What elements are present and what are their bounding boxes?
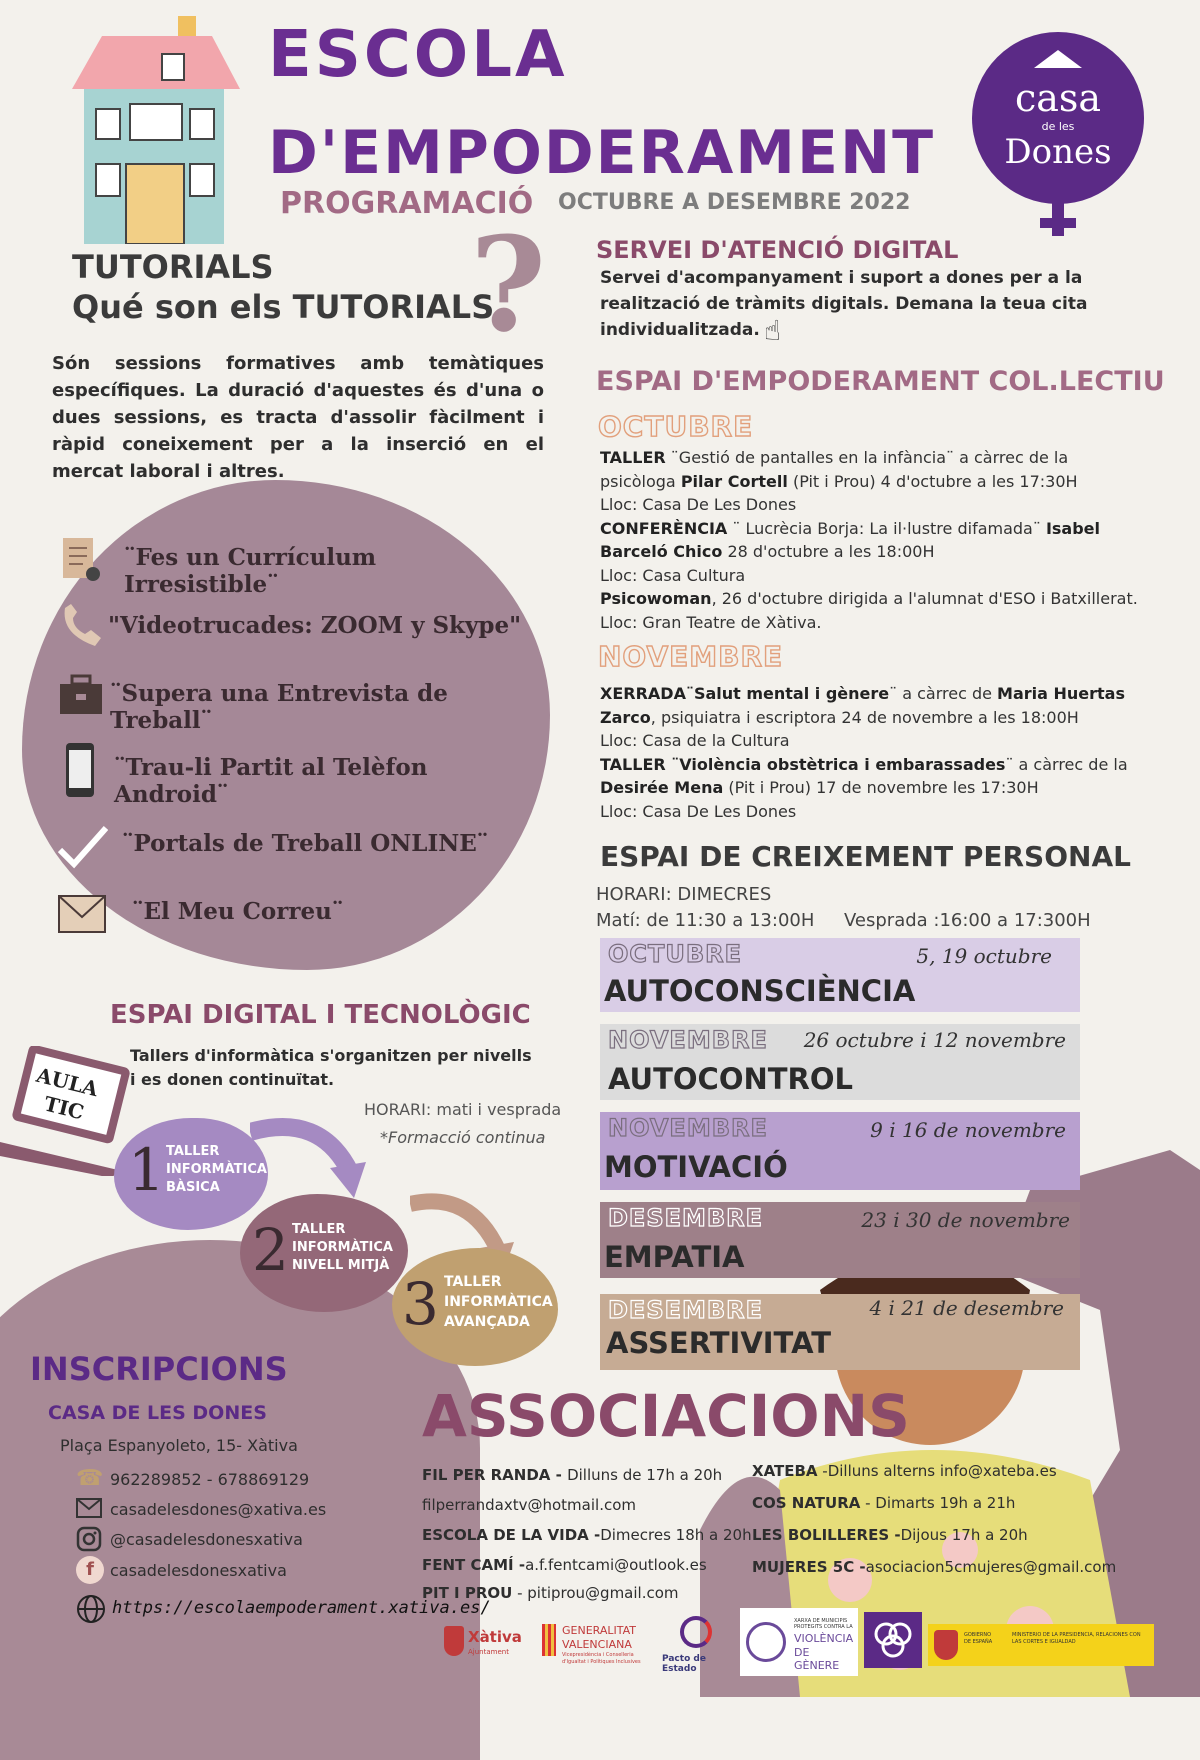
workshop-line-1: TALLER	[292, 1222, 346, 1237]
contact-facebook-text: casadelesdonesxativa	[110, 1561, 287, 1580]
event-type: Psicowoman	[600, 589, 712, 608]
gva-line-3: Vicepresidència i Conselleria d'Igualtat i Polítiques Inclusives	[562, 1652, 641, 1665]
assoc-name: PIT I PROU	[422, 1584, 513, 1602]
assoc-detail: - Dimarts 19h a 21h	[860, 1494, 1016, 1512]
event-type: TALLER	[600, 448, 666, 467]
row-month: OCTUBRE	[608, 940, 743, 968]
period-label: OCTUBRE A DESEMBRE 2022	[558, 190, 911, 215]
tutorials-subtitle: Qué son els TUTORIALS	[72, 288, 495, 326]
servei-line-3: individualitzada.	[600, 320, 760, 340]
creixement-row-assertivitat[interactable]	[600, 1294, 1080, 1370]
assoc-name: ESCOLA DE LA VIDA -	[422, 1526, 601, 1544]
event-speaker: Pilar Cortell	[680, 471, 788, 491]
workshop-number: 1	[128, 1136, 165, 1204]
programacio-label: PROGRAMACIÓ	[280, 186, 534, 221]
mail-icon	[76, 1498, 102, 1518]
november-label: NOVEMBRE	[598, 640, 784, 673]
pacto-text: Pacto de Estado	[662, 1654, 706, 1674]
document-icon	[58, 536, 104, 582]
assoc-detail: -Dilluns alterns info@xateba.es	[817, 1462, 1057, 1480]
digital-description-2: i es donen continuïtat.	[130, 1070, 335, 1089]
digital-schedule: HORARI: mati i vesprada	[364, 1100, 562, 1119]
creixement-row-empatia[interactable]	[600, 1202, 1080, 1278]
event-title: ¨Salut mental i gènere	[685, 684, 890, 703]
workshop-line-2: INFORMÀTICA	[444, 1294, 553, 1310]
workshop-line-1: TALLER	[444, 1274, 502, 1290]
gobierno-line-2: MINISTERIO DE LA PRESIDENCIA, RELACIONES CON LAS CORTES E IGUALDAD	[1012, 1632, 1141, 1645]
tutorials-description: Són sessions formatives amb temàtiques específiques. La duració d'aquestes és d'una o dues sessions, es tracta d'assolir fàcilment i ràpid coneixement per a la inserció en el mercat laboral i altres.	[52, 353, 544, 482]
row-month: NOVEMBRE	[608, 1026, 768, 1054]
workshop-number: 3	[402, 1270, 439, 1338]
contact-phone[interactable]	[76, 1466, 396, 1492]
creixement-row-motivacio[interactable]	[600, 1112, 1080, 1190]
assoc-name: COS NATURA	[752, 1494, 861, 1512]
gva-emblem-icon	[542, 1624, 556, 1656]
instagram-icon	[76, 1526, 102, 1552]
workshop-line-3: NIVELL MITJÀ	[292, 1258, 390, 1273]
row-date: 9 i 16 de novembre	[870, 1118, 1066, 1142]
event-location: Lloc: Casa de la Cultura	[600, 731, 790, 750]
smartphone-icon	[62, 740, 98, 800]
workshop-line-2: INFORMÀTICA	[166, 1162, 267, 1177]
casa-dones-logo	[968, 32, 1148, 242]
workshop-line-3: AVANÇADA	[444, 1314, 530, 1330]
associacions-right-list	[752, 1462, 1172, 1590]
row-label: AUTOCONSCIÈNCIA	[604, 974, 916, 1008]
tutorial-item-correu[interactable]	[58, 892, 538, 938]
event-speaker: Zarco	[600, 707, 651, 727]
contact-phone-text: 962289852 - 678869129	[110, 1470, 310, 1489]
pointer-hand-icon: ☝	[764, 314, 782, 347]
event-text: (Pit i Prou) 17 de novembre les 17:30H	[723, 778, 1039, 797]
question-mark-icon: ?	[470, 208, 547, 361]
event-title: ¨Violència obstètrica i embarassades	[665, 754, 1006, 774]
tutorial-item-label: ¨Fes un Currículum Irresistible¨	[124, 544, 377, 598]
event-text: ¨ Lucrècia Borja: La il·lustre difamada¨	[727, 518, 1046, 538]
contact-email-text: casadelesdones@xativa.es	[110, 1500, 327, 1519]
phone-icon: ☎	[76, 1466, 104, 1491]
tutorial-item-label: ¨Portals de Treball ONLINE¨	[122, 830, 489, 857]
title-line-2: D'EMPODERAMENT	[268, 118, 936, 188]
workshop-basic[interactable]	[114, 1118, 268, 1230]
logo-line-3: Dones	[1004, 132, 1112, 172]
october-label: OCTUBRE	[598, 410, 754, 443]
gobierno-logo	[928, 1624, 1154, 1666]
servei-line-1: Servei d'acompanyament i suport a dones per a la	[600, 268, 1083, 288]
violencia-line-2: VIOLÈNCIA	[794, 1632, 854, 1645]
contact-instagram-text: @casadelesdonesxativa	[110, 1530, 303, 1549]
pacto-logo	[660, 1616, 736, 1672]
workshop-intermediate[interactable]	[240, 1194, 408, 1312]
event-location: Lloc: Gran Teatre de Xàtiva.	[600, 612, 822, 632]
house-icon	[746, 1622, 786, 1662]
tutorial-item-android[interactable]	[58, 740, 548, 808]
event-text: ¨ a càrrec de la	[1005, 754, 1128, 774]
event-speaker: Desirée Mena	[600, 778, 724, 797]
gva-line-1: GENERALITAT	[562, 1624, 637, 1637]
contact-web[interactable]	[76, 1594, 491, 1624]
event-text: ¨Gestió de pantalles en la infància¨ a càrrec de la	[665, 448, 1069, 467]
row-month: DESEMBRE	[608, 1204, 764, 1232]
event-speaker: Isabel	[1045, 518, 1100, 538]
phone-icon	[58, 604, 104, 650]
creixement-horari: HORARI: DIMECRES	[596, 884, 772, 905]
collectiu-title: ESPAI D'EMPODERAMENT COL.LECTIU	[596, 366, 1165, 397]
briefcase-icon	[58, 672, 104, 718]
assoc-detail: Dijous 17h a 20h	[900, 1526, 1028, 1544]
inscripcions-title: INSCRIPCIONS	[30, 1350, 288, 1388]
globe-icon	[76, 1594, 106, 1624]
violencia-line-1: XARXA DE MUNICIPIS PROTEGITS CONTRA LA	[794, 1618, 853, 1630]
assoc-detail: filperrandaxtv@hotmail.com	[422, 1496, 636, 1514]
pacto-circle-icon	[680, 1616, 712, 1648]
row-date: 5, 19 octubre	[916, 944, 1052, 968]
tutorials-title: TUTORIALS	[72, 248, 274, 286]
xativa-name: Xàtiva	[468, 1628, 522, 1646]
creixement-row-autocontrol[interactable]	[600, 1024, 1080, 1100]
tutorial-item-label: "Videotrucades: ZOOM y Skype"	[108, 612, 522, 639]
event-type: TALLER	[600, 754, 666, 774]
row-label: ASSERTIVITAT	[606, 1326, 832, 1360]
event-type: CONFERÈNCIA	[600, 518, 728, 538]
creixement-mati: Matí: de 11:30 a 13:00H	[596, 910, 815, 931]
workshop-advanced[interactable]	[392, 1248, 558, 1366]
xativa-logo	[444, 1622, 530, 1670]
row-month: DESEMBRE	[608, 1296, 764, 1324]
inscripcions-place: CASA DE LES DONES	[48, 1402, 267, 1424]
event-type: XERRADA	[600, 684, 686, 703]
creixement-row-autoconsciencia[interactable]	[600, 938, 1080, 1012]
tutorial-item-label: ¨Supera una Entrevista de Treball¨	[110, 680, 448, 734]
event-location: Lloc: Casa De Les Dones	[600, 495, 797, 514]
digital-description-1: Tallers d'informàtica s'organitzen per nivells	[130, 1046, 532, 1065]
event-text: , psiquiatra i escriptora 24 de novembre a les 18:00H	[650, 707, 1079, 727]
logo-line-1: casa	[1014, 76, 1102, 120]
assoc-detail: - pitiprou@gmail.com	[512, 1584, 679, 1602]
facebook-icon: f	[76, 1556, 104, 1584]
november-events	[600, 682, 1160, 823]
event-text: , 26 d'octubre dirigida a l'alumnat d'ESO i Batxillerat.	[711, 589, 1138, 608]
event-text: 28 d'octubre a les 18:00H	[722, 542, 935, 561]
event-speaker: Barceló Chico	[600, 542, 723, 561]
tutorial-item-portals[interactable]	[58, 824, 538, 870]
tutorial-item-label: ¨Trau-li Partit al Telèfon Android¨	[114, 754, 428, 808]
workshop-line-2: INFORMÀTICA	[292, 1240, 393, 1255]
assoc-name: FIL PER RANDA -	[422, 1466, 568, 1484]
contact-instagram[interactable]	[76, 1526, 396, 1552]
laptop-text-2: TIC	[41, 1091, 87, 1125]
house-illustration	[62, 14, 242, 244]
assoc-name: XATEBA	[752, 1462, 818, 1480]
contact-facebook[interactable]	[76, 1556, 396, 1584]
xativa-shield-icon	[444, 1626, 464, 1656]
tutorial-item-videotrucades[interactable]	[58, 604, 538, 650]
contact-web-text: https://escolaempoderament.xativa.es/	[112, 1598, 491, 1618]
assoc-detail: a.f.fentcami@outlook.es	[525, 1556, 707, 1574]
tutorial-item-entrevista[interactable]	[58, 672, 548, 734]
gva-line-2: VALENCIANA	[562, 1638, 632, 1651]
associacions-title: ASSOCIACIONS	[422, 1382, 910, 1450]
checkmark-icon	[58, 824, 108, 870]
gobierno-line-1: GOBIERNO DE ESPAÑA	[964, 1632, 993, 1645]
event-text: (Pit i Prou) 4 d'octubre a les 17:30H	[787, 471, 1078, 491]
contact-email[interactable]	[76, 1496, 396, 1522]
row-label: MOTIVACIÓ	[604, 1150, 788, 1184]
event-speaker: Maria Huertas	[997, 684, 1125, 703]
assoc-detail: asociacion5cmujeres@gmail.com	[865, 1558, 1117, 1576]
row-date: 23 i 30 de novembre	[861, 1208, 1070, 1232]
logo-line-2: de les	[1041, 120, 1075, 133]
violencia-line-3: DE GÈNERE	[794, 1646, 840, 1672]
row-month: NOVEMBRE	[608, 1114, 768, 1142]
row-label: EMPATIA	[604, 1240, 745, 1274]
envelope-icon	[58, 894, 106, 934]
event-location: Lloc: Casa Cultura	[600, 565, 746, 585]
event-text: psicòloga	[600, 471, 681, 491]
assoc-detail: Dilluns de 17h a 20h	[567, 1466, 723, 1484]
october-events	[600, 446, 1160, 634]
xativa-sub: Ajuntament	[468, 1648, 509, 1656]
row-date: 4 i 21 de desembre	[869, 1296, 1064, 1320]
creixement-vesprada: Vesprada :16:00 a 17:300H	[844, 910, 1091, 931]
event-location: Lloc: Casa De Les Dones	[600, 801, 797, 821]
digital-note: *Formacció continua	[380, 1128, 546, 1147]
laptop-text-1: AULA	[34, 1062, 101, 1102]
workshop-line-3: BÀSICA	[166, 1180, 220, 1195]
gva-logo	[542, 1622, 656, 1672]
spain-shield-icon	[934, 1630, 958, 1660]
servei-title: SERVEI D'ATENCIÓ DIGITAL	[596, 236, 959, 264]
workshop-number: 2	[252, 1216, 289, 1284]
arrow-icon	[250, 1112, 370, 1202]
workshop-line-1: TALLER	[166, 1144, 220, 1159]
event-text: ¨ a càrrec de	[889, 684, 998, 703]
violencia-logo	[740, 1608, 858, 1676]
inscripcions-address: Plaça Espanyoleto, 15- Xàtiva	[60, 1436, 298, 1455]
tutorial-item-curriculum[interactable]	[58, 536, 538, 598]
creixement-title: ESPAI DE CREIXEMENT PERSONAL	[600, 840, 1131, 873]
associacions-left-list	[422, 1466, 752, 1612]
digital-title: ESPAI DIGITAL I TECNOLÒGIC	[110, 1000, 531, 1030]
assoc-name: MUJERES 5C -	[752, 1558, 866, 1576]
tutorial-item-label: ¨El Meu Correu¨	[132, 898, 344, 925]
laptop-aula-tic	[0, 1046, 130, 1176]
title-line-1: ESCOLA	[268, 18, 568, 92]
servei-line-2: realització de tràmits digitals. Demana la teua cita	[600, 294, 1088, 314]
row-date: 26 octubre i 12 novembre	[803, 1028, 1066, 1052]
assoc-name: LES BOLILLERES -	[752, 1526, 901, 1544]
rings-logo	[864, 1612, 922, 1668]
assoc-name: FENT CAMÍ -	[422, 1556, 526, 1574]
row-label: AUTOCONTROL	[608, 1062, 853, 1096]
assoc-detail: Dimecres 18h a 20h	[600, 1526, 752, 1544]
